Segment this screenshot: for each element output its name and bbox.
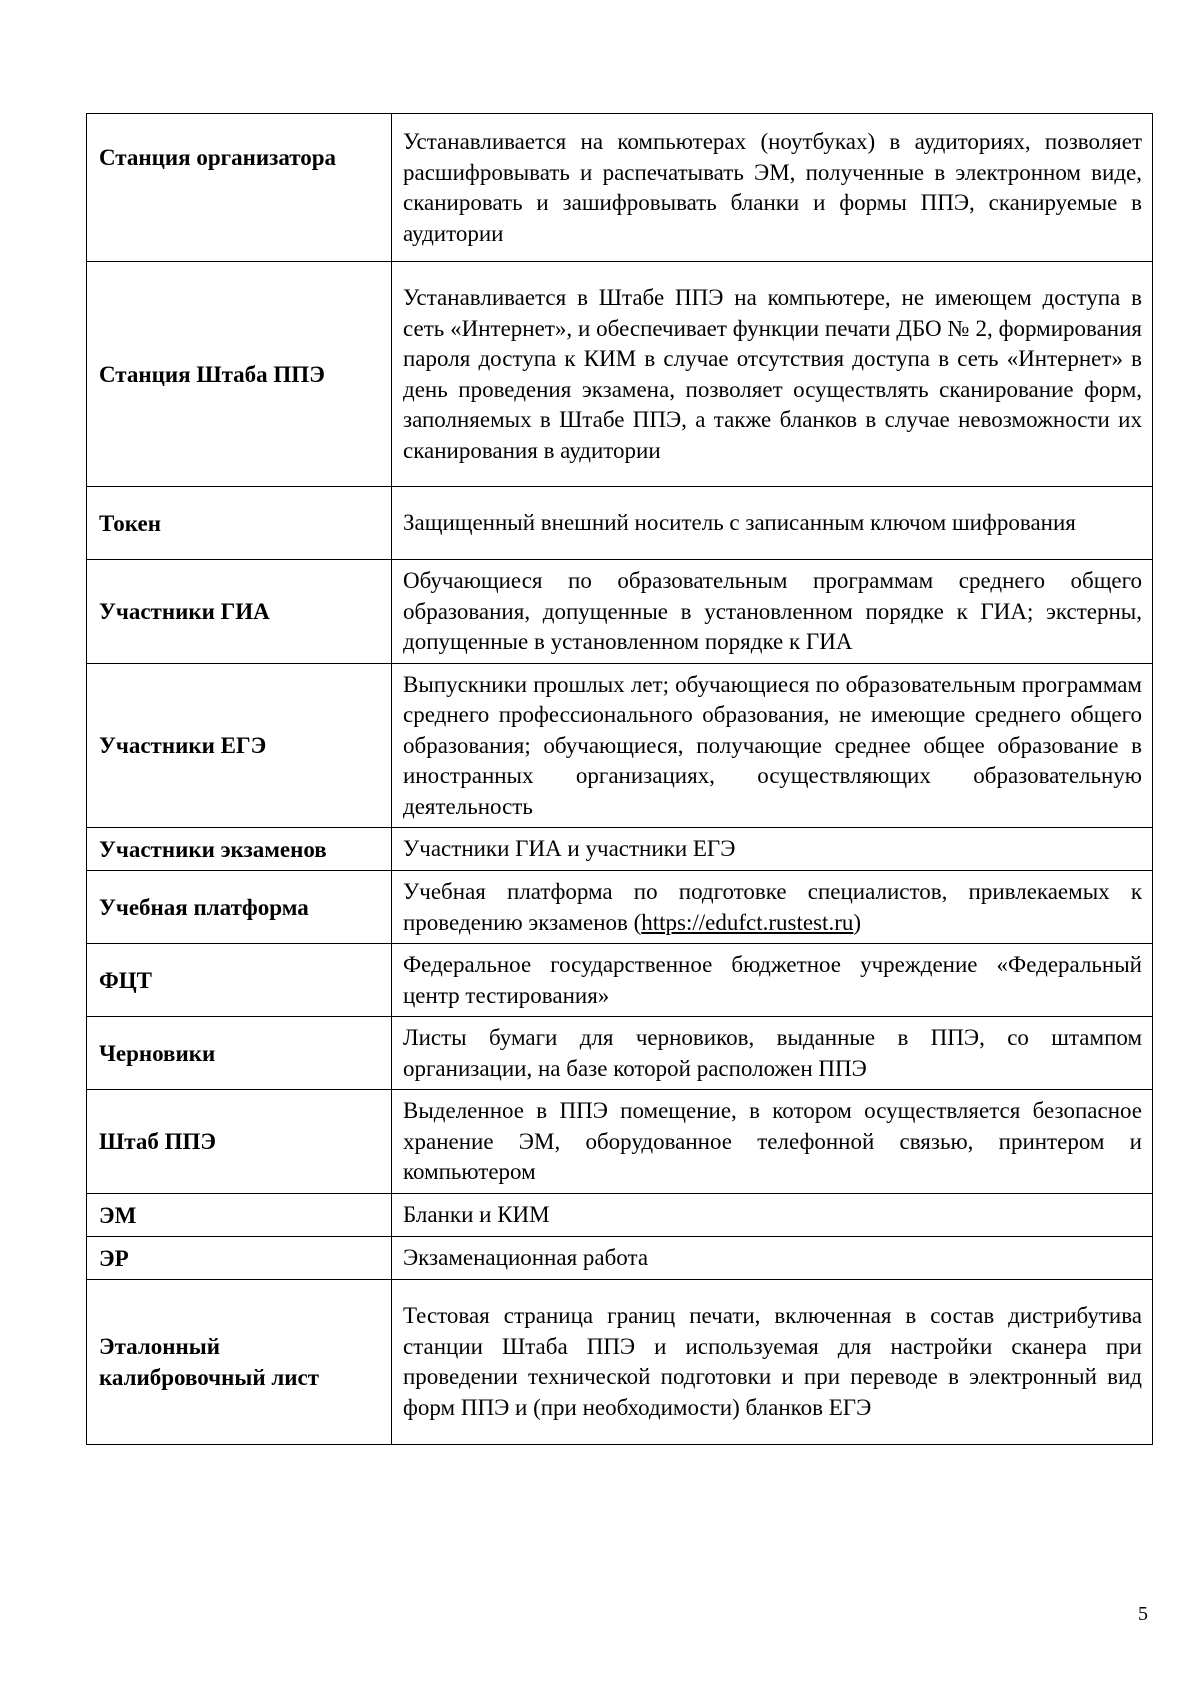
definition-cell: [392, 871, 1153, 944]
platform-link[interactable]: https://edufct.rustest.ru: [641, 909, 854, 935]
table-row: [87, 663, 1153, 828]
term-cell: Участники экзаменов: [87, 828, 392, 871]
term-cell: Учебная платформа: [87, 871, 392, 944]
table-row: [87, 1017, 1153, 1090]
table-row: [87, 1090, 1153, 1194]
table-row: [87, 487, 1153, 560]
term-cell: ЭР: [87, 1236, 392, 1279]
definition-cell: Бланки и КИМ: [392, 1193, 1153, 1236]
term-cell: Станция Штаба ППЭ: [87, 262, 392, 487]
definition-cell: Тестовая страница границ печати, включенная в состав дистрибутива станции Штаба ППЭ и используемая для настройки сканера при проведении технической подготовки и при переводе в электронный вид форм ППЭ и (при необходимости) бланков ЕГЭ: [392, 1279, 1153, 1444]
table-row: [87, 1236, 1153, 1279]
definition-cell: Обучающиеся по образовательным программам среднего общего образования, допущенные в установленном порядке к ГИА; экстерны, допущенные в установленном порядке к ГИА: [392, 560, 1153, 664]
term-cell: Штаб ППЭ: [87, 1090, 392, 1194]
table-row: [87, 262, 1153, 487]
term-cell: Участники ЕГЭ: [87, 663, 392, 828]
table-row: [87, 828, 1153, 871]
table-row: [87, 114, 1153, 262]
definition-cell: Выделенное в ППЭ помещение, в котором осуществляется безопасное хранение ЭМ, оборудованное телефонной связью, принтером и компьютером: [392, 1090, 1153, 1194]
definition-cell: Защищенный внешний носитель с записанным ключом шифрования: [392, 487, 1153, 560]
definition-text-end: ): [853, 909, 862, 935]
definition-text: Учебная платформа по подготовке специалистов, привлекаемых к проведению экзаменов (: [403, 879, 1142, 935]
term-cell: ФЦТ: [87, 944, 392, 1017]
table-row: [87, 1279, 1153, 1444]
definition-cell: Устанавливается в Штабе ППЭ на компьютере, не имеющем доступа в сеть «Интернет», и обеспечивает функции печати ДБО № 2, формирования пароля доступа к КИМ в случае отсутствия доступа в сеть «Интернет» в день проведения экзамена, позволяет осуществлять сканирование форм, заполняемых в Штабе ППЭ, а также бланков в случае невозможности их сканирования в аудитории: [392, 262, 1153, 487]
definition-cell: Экзаменационная работа: [392, 1236, 1153, 1279]
term-cell: Станция организатора: [87, 114, 392, 262]
definition-cell: Федеральное государственное бюджетное учреждение «Федеральный центр тестирования»: [392, 944, 1153, 1017]
definition-cell: Участники ГИА и участники ЕГЭ: [392, 828, 1153, 871]
glossary-table: [86, 113, 1153, 1445]
table-row: [87, 944, 1153, 1017]
definition-cell: Листы бумаги для черновиков, выданные в ППЭ, со штампом организации, на базе которой расположен ППЭ: [392, 1017, 1153, 1090]
page-number: 5: [1138, 1603, 1148, 1625]
definition-cell: Устанавливается на компьютерах (ноутбуках) в аудиториях, позволяет расшифровывать и распечатывать ЭМ, полученные в электронном виде, сканировать и зашифровывать бланки и формы ППЭ, сканируемые в аудитории: [392, 114, 1153, 262]
term-cell: ЭМ: [87, 1193, 392, 1236]
term-cell: Токен: [87, 487, 392, 560]
term-cell: Эталонный калибровочный лист: [87, 1279, 392, 1444]
term-cell: Участники ГИА: [87, 560, 392, 664]
table-row: [87, 560, 1153, 664]
table-row: [87, 1193, 1153, 1236]
definition-cell: Выпускники прошлых лет; обучающиеся по образовательным программам среднего профессионального образования, не имеющие среднего общего образования; обучающиеся, получающие среднее общее образование в иностранных организациях, осуществляющих образовательную деятельность: [392, 663, 1153, 828]
term-cell: Черновики: [87, 1017, 392, 1090]
table-row: [87, 871, 1153, 944]
